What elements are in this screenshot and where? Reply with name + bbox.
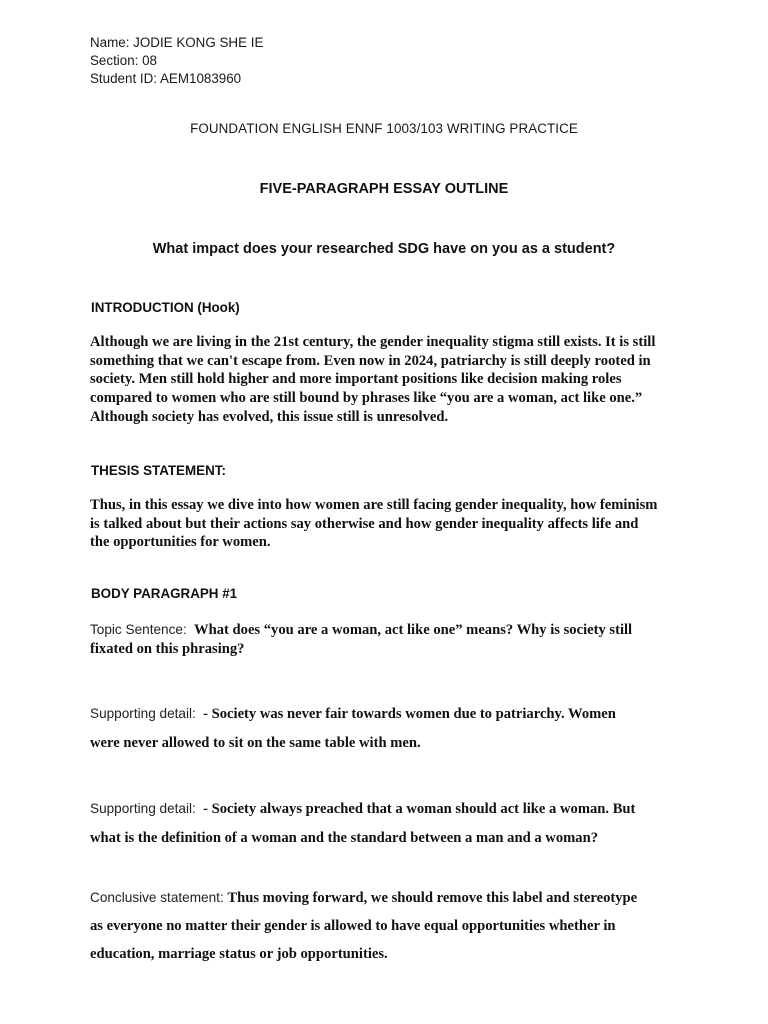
supporting-detail-label: Supporting detail: [90, 706, 196, 721]
conclusive-statement-label: Conclusive statement: [90, 890, 224, 905]
thesis-line: is talked about but their actions say otherwise and how gender inequality affects life and [90, 515, 639, 532]
essay-question: What impact does your researched SDG have on you as a student? [152, 241, 616, 257]
supporting-detail-1 [90, 706, 616, 723]
supporting-detail-2 [90, 801, 635, 818]
body-paragraph-1-heading: BODY PARAGRAPH #1 [91, 586, 238, 601]
introduction-line: Although society has evolved, this issue still is unresolved. [90, 408, 449, 425]
thesis-line: the opportunities for women. [90, 534, 271, 551]
course-title: FOUNDATION ENGLISH ENNF 1003/103 WRITING PRACTICE [190, 121, 578, 136]
supporting-detail-text: - Society was never fair towards women due to patriarchy. Women [203, 706, 616, 722]
topic-sentence [90, 622, 632, 639]
conclusive-statement-line-3: education, marriage status or job opportunities. [90, 946, 388, 962]
introduction-line: something that we can't escape from. Even now in 2024, patriarchy is still deeply rooted in [90, 352, 651, 369]
supporting-detail-label: Supporting detail: [90, 801, 196, 816]
topic-sentence-text: What does “you are a woman, act like one” means? Why is society still [194, 622, 633, 638]
outline-title: FIVE-PARAGRAPH ESSAY OUTLINE [259, 181, 509, 197]
student-id: Student ID: AEM1083960 [90, 70, 242, 86]
introduction-line: society. Men still hold higher and more important positions like decision making roles [90, 371, 622, 388]
conclusive-statement-text: Thus moving forward, we should remove this label and stereotype [227, 890, 638, 906]
conclusive-statement-line-2: as everyone no matter their gender is allowed to have equal opportunities whether in [90, 918, 616, 934]
thesis-paragraph [90, 496, 690, 552]
introduction-paragraph [90, 333, 690, 427]
topic-sentence-continuation: fixated on this phrasing? [90, 641, 245, 657]
supporting-detail-2-continuation: what is the definition of a woman and the standard between a man and a woman? [90, 830, 598, 846]
thesis-heading: THESIS STATEMENT: [91, 463, 226, 478]
supporting-detail-text: - Society always preached that a woman should act like a woman. But [203, 801, 636, 817]
student-name: Name: JODIE KONG SHE IE [90, 35, 264, 50]
topic-sentence-label: Topic Sentence: [90, 622, 187, 637]
thesis-line: Thus, in this essay we dive into how women are still facing gender inequality, how feminism [90, 497, 658, 513]
section-number: Section: 08 [90, 53, 157, 68]
supporting-detail-1-continuation: were never allowed to sit on the same table with men. [90, 735, 421, 751]
introduction-line: compared to women who are still bound by phrases like “you are a woman, act like one.” [90, 390, 643, 407]
introduction-heading: INTRODUCTION (Hook) [91, 300, 240, 315]
conclusive-statement [90, 890, 637, 907]
introduction-line: Although we are living in the 21st century, the gender inequality stigma still exists. It is still [90, 334, 656, 350]
